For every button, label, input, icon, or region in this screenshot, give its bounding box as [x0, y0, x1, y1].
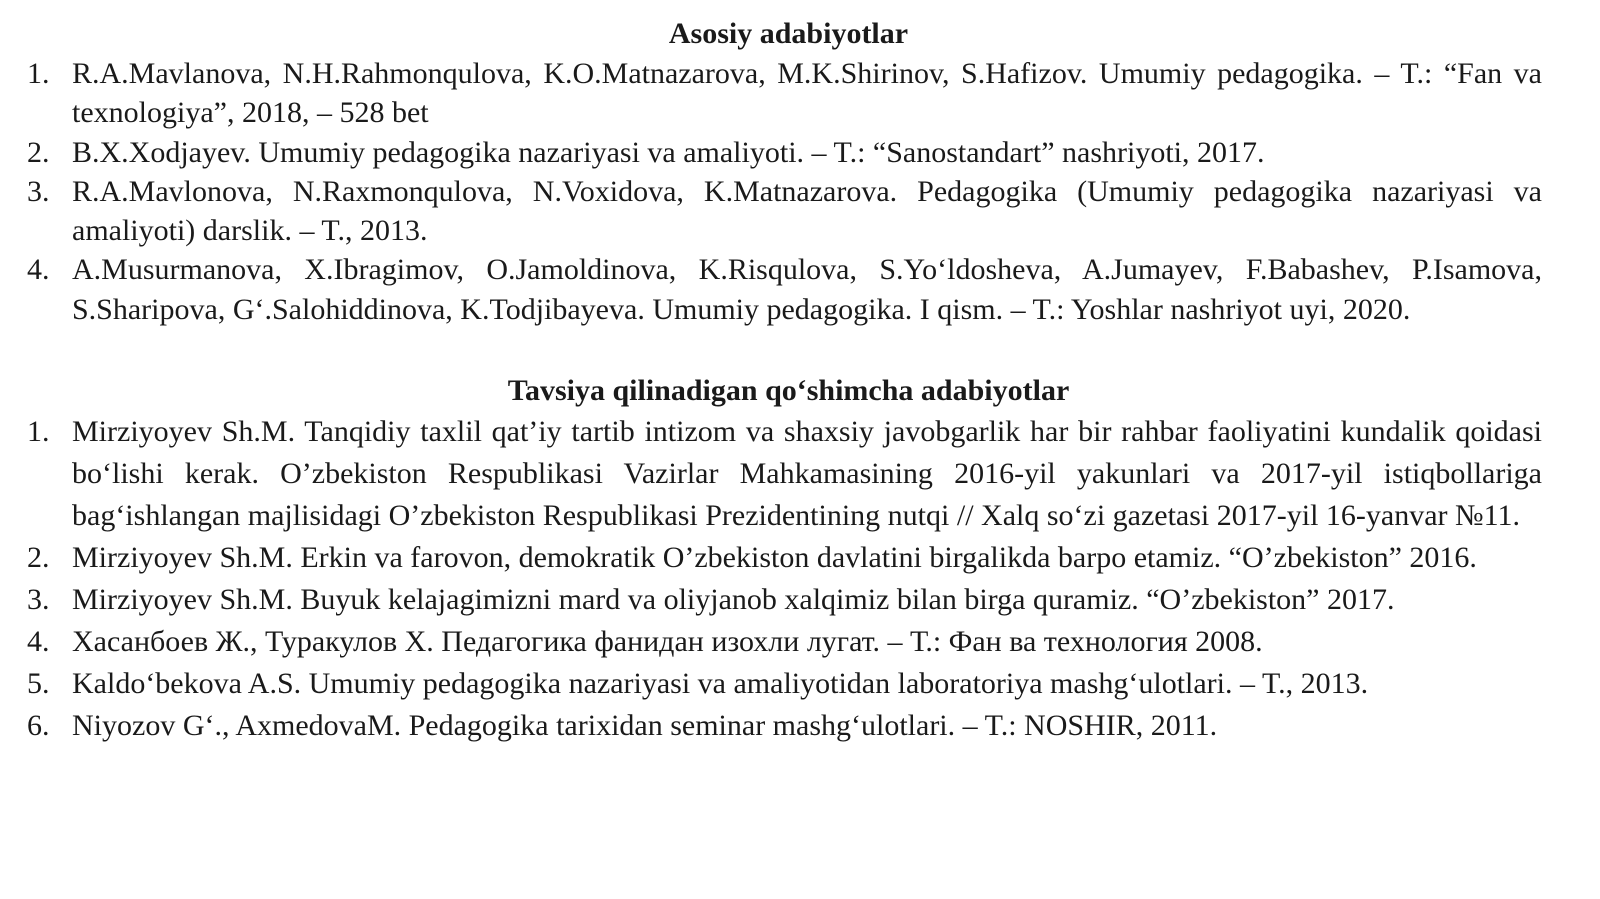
list-item — [25, 621, 1542, 663]
list-item-number: 1. — [27, 415, 50, 449]
list-item-number: 6. — [27, 709, 50, 743]
list-item — [25, 663, 1542, 705]
list-item-number: 4. — [27, 625, 50, 659]
list-item-text: Mirziyoyev Sh.M. Buyuk kelajagimizni mard va oliyjanob xalqimiz bilan birga quramiz. “O’zbekiston” 2017. — [72, 583, 1395, 617]
list-item-text: B.X.Xodjayev. Umumiy pedagogika nazariyasi va amaliyoti. – T.: “Sanostandart” nashriyoti, 2017. — [72, 135, 1265, 169]
list-item — [25, 411, 1542, 537]
list-item-text: Хасанбоев Ж., Туракулов Х. Педагогика фанидан изохли лугат. – Т.: Фан ва технология 2008. — [72, 625, 1263, 659]
list-item-text: R.A.Mavlonova, N.Raxmonqulova, N.Voxidova, K.Matnazarova. Pedagogika (Umumiy pedagogika nazariyasi va amaliyoti) darslik. – T., 2013. — [72, 174, 1542, 248]
list-item — [25, 537, 1542, 579]
list-item-number: 3. — [27, 583, 50, 617]
list-item-text: Niyozov Gʻ., AxmedovaM. Pedagogika tarixidan seminar mashgʻulotlari. – T.: NOSHIR, 2011. — [72, 709, 1218, 743]
additional-literature-heading: Tavsiya qilinadigan qoʻshimcha adabiyotlar — [507, 374, 1070, 408]
list-item-number: 3. — [27, 174, 50, 208]
list-item-text: Mirziyoyev Sh.M. Erkin va farovon, demokratik O’zbekiston davlatini birgalikda barpo etamiz. “O’zbekiston” 2016. — [72, 541, 1477, 575]
list-item — [25, 705, 1542, 747]
list-item-text: Kaldoʻbekova A.S. Umumiy pedagogika nazariyasi va amaliyotidan laboratoriya mashgʻulotlari. – T., 2013. — [72, 667, 1369, 701]
list-item-number: 4. — [27, 253, 50, 287]
list-item-number: 2. — [27, 541, 50, 575]
list-item — [25, 172, 1542, 251]
list-item — [25, 250, 1542, 329]
list-item-text: Mirziyoyev Sh.M. Tanqidiy taxlil qat’iy tartib intizom va shaxsiy javobgarlik har bir rahbar faoliyatini kundalik qoidasi boʻlishi kerak. O’zbekiston Respublikasi Vazirlar Mahkamasining 2016-yil yakunlari va 2017-yil istiqbollariga bagʻishlangan majlisidagi O’zbekiston Respublikasi Prezidentining nutqi // Xalq soʻzi gazetasi 2017-yil 16-yanvar №11. — [72, 415, 1542, 533]
list-item-number: 5. — [27, 667, 50, 701]
main-literature-list — [25, 54, 1542, 329]
list-item-number: 1. — [27, 57, 50, 90]
list-item — [25, 579, 1542, 621]
list-item-text: R.A.Mavlanova, N.H.Rahmonqulova, K.O.Matnazarova, M.K.Shirinov, S.Hafizov. Umumiy pedagogika. – T.: “Fan va texnologiya”, 2018, – 528 bet — [72, 57, 1542, 130]
list-item-number: 2. — [27, 135, 50, 169]
main-literature-heading: Asosiy adabiyotlar — [668, 17, 909, 50]
list-item — [25, 54, 1542, 133]
additional-literature-list — [25, 411, 1542, 747]
list-item-text: A.Musurmanova, X.Ibragimov, O.Jamoldinova, K.Risqulova, S.Yoʻldosheva, A.Jumayev, F.Babashev, P.Isamova, S.Sharipova, Gʻ.Salohiddinova, K.Todjibayeva. Umumiy pedagogika. I qism. – T.: Yoshlar nashriyot uyi, 2020. — [72, 253, 1542, 326]
list-item — [25, 133, 1542, 172]
